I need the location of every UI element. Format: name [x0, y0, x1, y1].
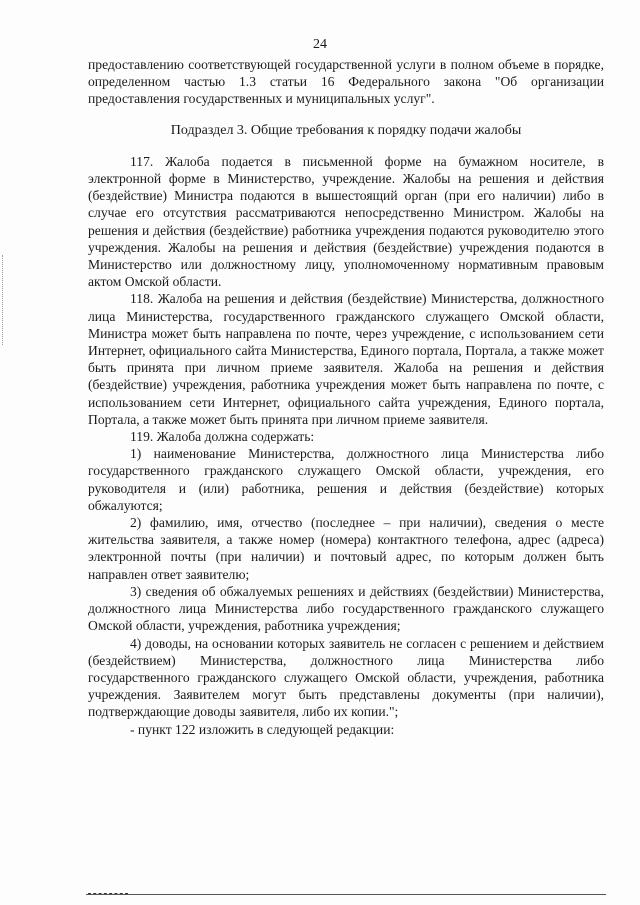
list-item-1: 1) наименование Министерства, должностного лица Министерства либо государственного гражданского служащего Омской области, учреждения, его руководителя и (или) работника, решения и действия (бездействие) которых обжалуются;: [88, 446, 604, 513]
amendment-line: - пункт 122 изложить в следующей редакции:: [130, 721, 395, 737]
list-item-4: 4) доводы, на основании которых заявитель не согласен с решением и действием (бездействием) Министерства, должностного лица Министерства либо государственного гражданского служащего Омской области, учреждения, работника учреждения. Заявителем могут быть представлены документы (при наличии), подтверждающие доводы заявителя, либо их копии.";: [88, 635, 604, 720]
scan-artifact-left: [2, 255, 5, 345]
paragraph-118: 118. Жалоба на решения и действия (бездействие) Министерства, должностного лица Министерства, государственного гражданского служащего Омской области, Министра может быть направлена по почте, через учреждение, с использованием сети Интернет, официального сайта Министерства, Единого портала, Портала, а также может быть принята при личном приеме заявителя. Жалоба на решения и действия (бездействие) учреждения, работника учреждения может быть направлена по почте, с использованием сети Интернет, официального сайта учреждения, Единого портала, Портала, а также может быть принята при личном приеме заявителя.: [88, 291, 604, 427]
paragraph-117: 117. Жалоба подается в письменной форме на бумажном носителе, в электронной форме в Министерство, учреждение. Жалобы на решения и действия (бездействие) Министра подаются в вышестоящий орган (при его наличии) либо в случае его отсутствия рассматриваются непосредственно Министром. Жалобы на решения и действия (бездействие) работника учреждения подаются руководителю этого учреждения. Жалобы на решения и действия (бездействие) учреждения подаются в Министерство или должностному лицу, уполномоченному нормативным правовым актом Омской области.: [88, 153, 604, 290]
page-number: 24: [313, 37, 327, 52]
scan-artifact-bottom-dash: [88, 893, 128, 894]
list-item-2: 2) фамилию, имя, отчество (последнее – при наличии), сведения о месте жительства заявителя, а также номер (номера) контактного телефона, адрес (адреса) электронной почты (при наличии) и почтовый адрес, по которым должен быть направлен ответ заявителю;: [88, 515, 604, 582]
paragraph-119: 119. Жалоба должна содержать:: [130, 429, 315, 445]
subsection-heading: Подраздел 3. Общие требования к порядку подачи жалобы: [170, 122, 522, 138]
paragraph-continuation: предоставлению соответствующей государственной услуги в полном объеме в порядке, определенном частью 1.3 статьи 16 Федерального закона "Об организации предоставления государственных и муниципальных услуг".: [88, 57, 604, 107]
document-body: [88, 56, 604, 738]
list-item-3: 3) сведения об обжалуемых решениях и действиях (бездействии) Министерства, должностного лица Министерства либо государственного гражданского служащего Омской области, учреждения, работника учреждения;: [88, 583, 604, 634]
scan-artifact-bottom-line: [86, 894, 606, 895]
